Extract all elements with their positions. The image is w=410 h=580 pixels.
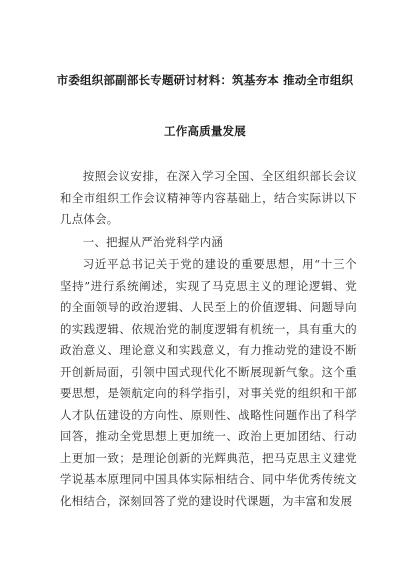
intro-paragraph: 按照会议安排，在深入学习全国、全区组织部长会议和全市组织工作会议精神等内容基础上，结合实际讲以下几点体会。 (60, 169, 357, 226)
document-title-line-2: 工作高质量发展 (164, 124, 246, 138)
main-paragraph-block (60, 254, 357, 512)
section-heading: 一、把握从严治党科学内涵 (82, 235, 224, 249)
main-paragraph: 习近平总书记关于党的建设的重要思想，用“十三个坚持”进行系统阐述，实现了马克思主义的理论逻辑、党的全面领导的政治逻辑、人民至上的价值逻辑、问题导向的实践逻辑、依规治党的制度逻辑有机统一，具有重大的政治意义、理论意义和实践意义，有力推动党的建设不断开创新局面，引领中国式现代化不断展现新气象。这个重要思想，是领航定向的科学指引，对事关党的组织和干部人才队伍建设的方向性、原则性、战略性问题作出了科学回答，推动全党思想上更加统一、政治上更加团结、行动上更加一致；是理论创新的光辉典范，把马克思主义建党学说基本原理同中国具体实际相结合、同中华优秀传统文化相结合，深刻回答了党的建设时代课题，为丰富和发展 (60, 257, 357, 508)
document-title-line-1: 市委组织部副部长专题研讨材料：筑基夯本 推动全市组织 (56, 73, 354, 87)
intro-paragraph-block (60, 166, 357, 231)
